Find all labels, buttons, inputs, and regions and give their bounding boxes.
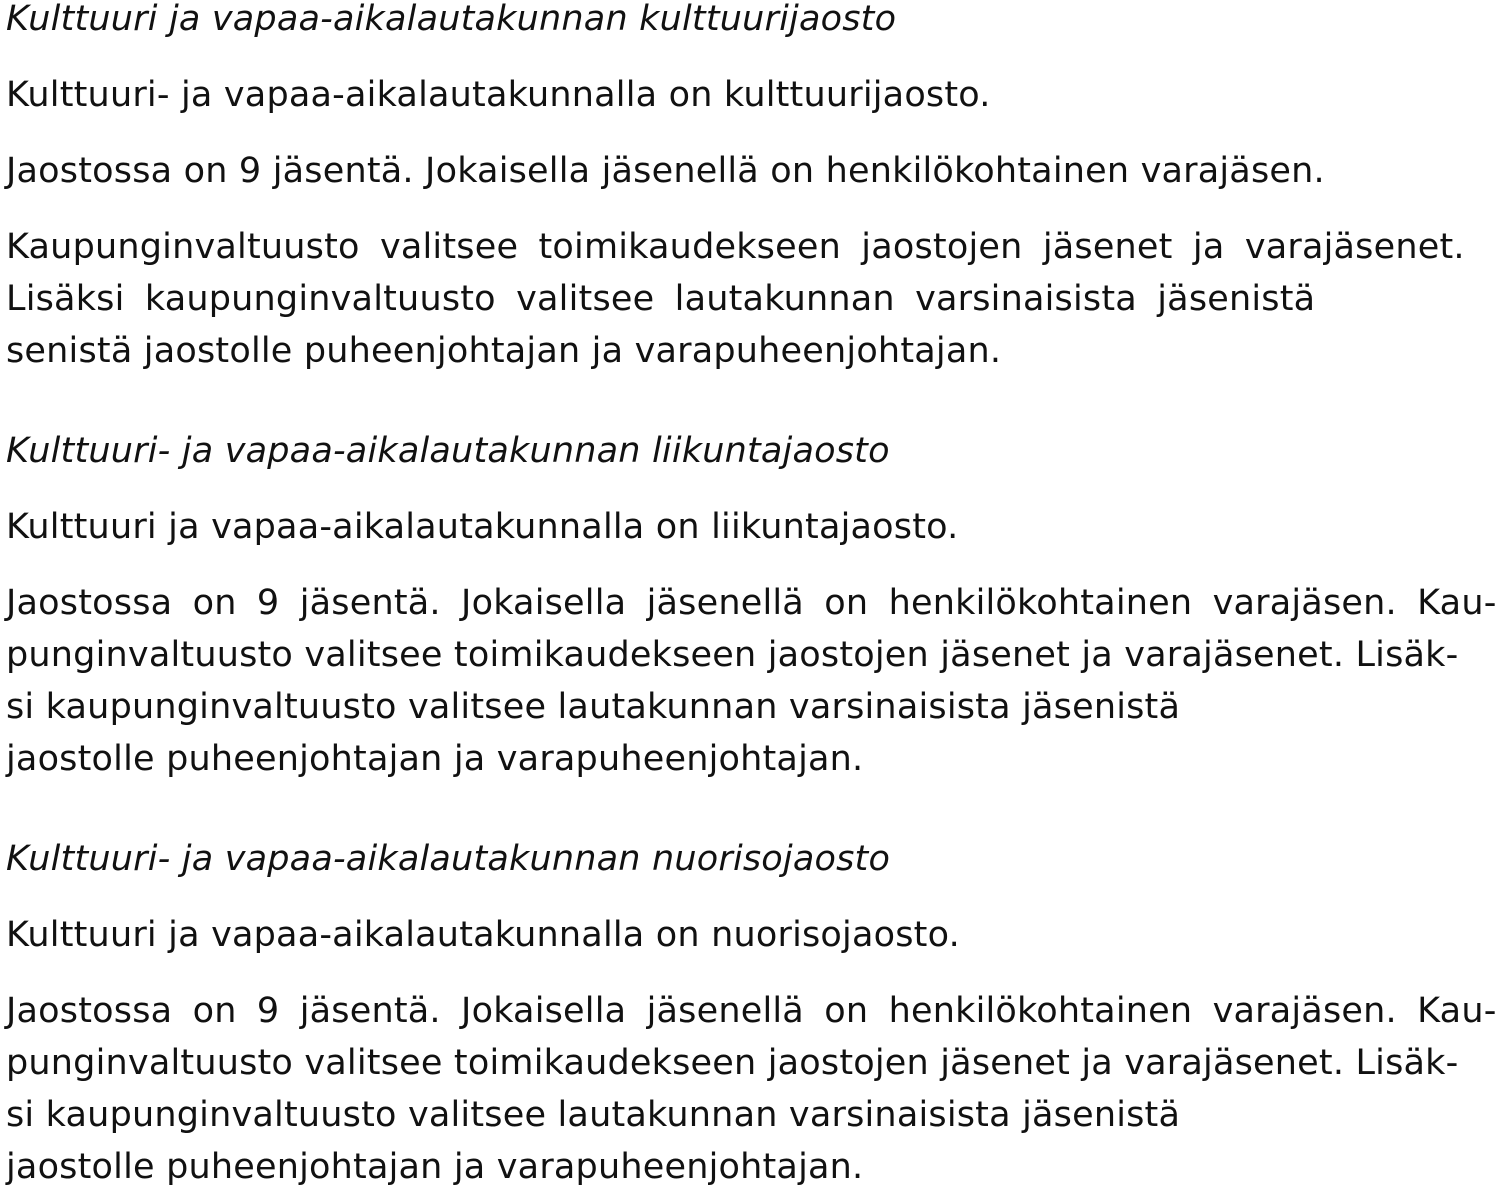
body-line: punginvaltuusto valitsee toimikaudekseen jaostojen jäsenet ja varajäsenet. Lisäk-	[6, 1043, 1459, 1083]
section-heading-nuorisojaosto: Kulttuuri- ja vapaa-aikalautakunnan nuorisojaosto	[6, 839, 891, 879]
body-line: si kaupunginvaltuusto valitsee lautakunnan varsinaisista jäsenistä	[6, 687, 1181, 727]
body-line: si kaupunginvaltuusto valitsee lautakunnan varsinaisista jäsenistä	[6, 1095, 1181, 1135]
body-line: Jaostossa on 9 jäsentä. Jokaisella jäsenellä on henkilökohtainen varajäsen.	[6, 151, 1325, 191]
body-line: jaostolle puheenjohtajan ja varapuheenjohtajan.	[6, 739, 864, 779]
body-line: punginvaltuusto valitsee toimikaudekseen jaostojen jäsenet ja varajäsenet. Lisäk-	[6, 635, 1459, 675]
section-intro: Kulttuuri ja vapaa-aikalautakunnalla on liikuntajaosto.	[6, 507, 959, 547]
body-line: senistä jaostolle puheenjohtajan ja varapuheenjohtajan.	[6, 331, 1002, 371]
section-intro: Kulttuuri- ja vapaa-aikalautakunnalla on kulttuurijaosto.	[6, 75, 991, 115]
body-line: jaostolle puheenjohtajan ja varapuheenjohtajan.	[6, 1147, 864, 1187]
body-line: Kaupunginvaltuusto valitsee toimikaudekseen jaostojen jäsenet ja varajäsenet.	[6, 227, 1465, 267]
section-heading-kulttuurijaosto: Kulttuuri ja vapaa-aikalautakunnan kulttuurijaosto	[6, 0, 897, 39]
section-heading-liikuntajaosto: Kulttuuri- ja vapaa-aikalautakunnan liikuntajaosto	[6, 431, 890, 471]
body-line: Lisäksi kaupunginvaltuusto valitsee lautakunnan varsinaisista jäsenistä	[6, 279, 1316, 319]
body-line: Jaostossa on 9 jäsentä. Jokaisella jäsenellä on henkilökohtainen varajäsen. Kau-	[6, 583, 1497, 623]
body-line: Jaostossa on 9 jäsentä. Jokaisella jäsenellä on henkilökohtainen varajäsen. Kau-	[6, 991, 1497, 1031]
section-intro: Kulttuuri ja vapaa-aikalautakunnalla on nuorisojaosto.	[6, 915, 960, 955]
